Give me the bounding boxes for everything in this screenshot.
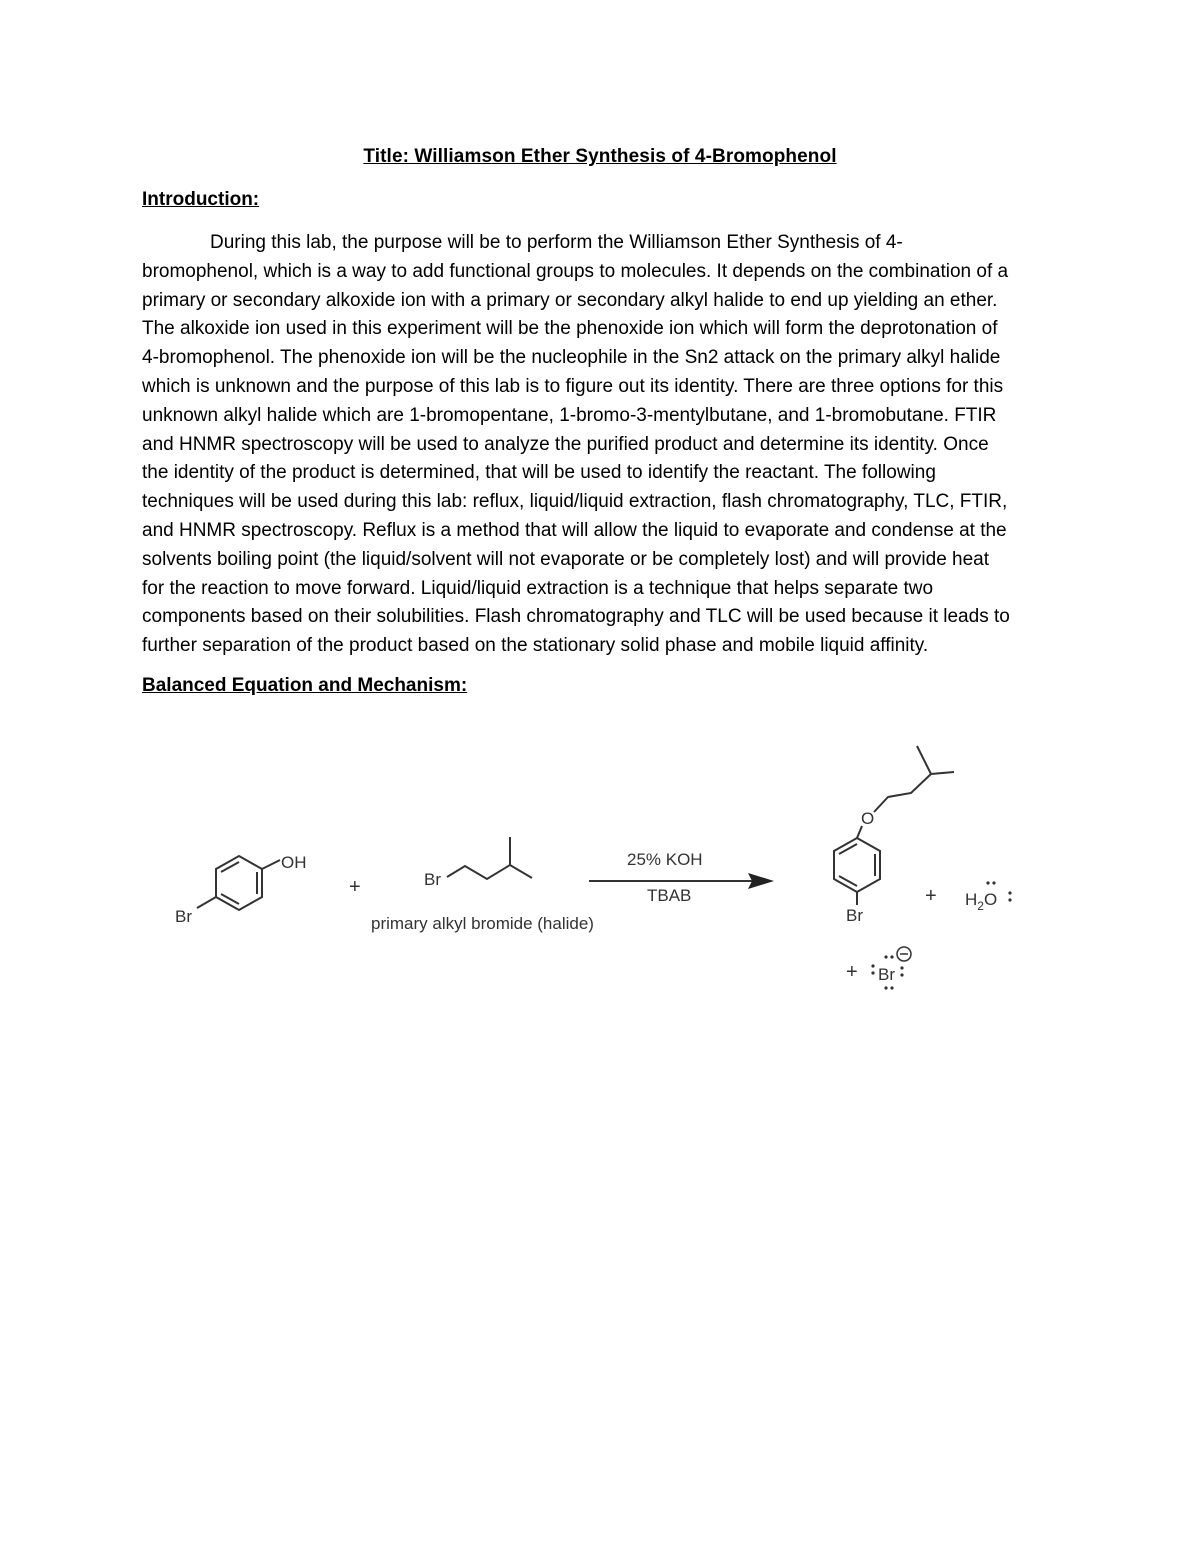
bromide-ion — [871, 947, 911, 990]
product-ether-structure — [834, 746, 954, 905]
water-h: H — [965, 890, 978, 909]
intro-line: further separation of the product based on the stationary solid phase and mobile liquid affinity. — [142, 635, 929, 657]
intro-line: which is unknown and the purpose of this lab is to figure out its identity. There are three options for this — [142, 375, 1004, 397]
alkyl-caption: primary alkyl bromide (halide) — [371, 914, 594, 933]
intro-line: During this lab, the purpose will be to perform the Williamson Ether Synthesis of 4- — [210, 232, 903, 253]
intro-line: solvents boiling point (the liquid/solvent will not evaporate or be completely lost) and will provide heat — [142, 548, 990, 570]
intro-line: bromophenol, which is a way to add functional groups to molecules. It depends on the combination of a — [142, 260, 1009, 282]
intro-line: unknown alkyl halide which are 1-bromopentane, 1-bromo-3-mentylbutane, and 1-bromobutane. FTIR — [142, 404, 997, 426]
reagent-tbab: TBAB — [647, 886, 692, 905]
plus-sign: + — [349, 876, 361, 898]
product-benzene-ring — [834, 838, 880, 892]
introduction-paragraph — [142, 229, 1060, 661]
water-subscript: 2 — [977, 899, 984, 913]
br-label-product: Br — [846, 906, 863, 925]
reagent-koh: 25% KOH — [627, 850, 703, 869]
o-label: O — [861, 809, 875, 828]
water-o: O — [983, 890, 998, 909]
benzene-ring — [216, 856, 262, 910]
reaction-scheme — [0, 720, 1200, 1020]
intro-line: 4-bromophenol. The phenoxide ion will be the nucleophile in the Sn2 attack on the primary alkyl halide — [142, 347, 1001, 369]
intro-line: the identity of the product is determined, that will be used to identify the reactant. The following — [142, 462, 936, 484]
intro-line: for the reaction to move forward. Liquid/liquid extraction is a technique that helps separate two — [142, 577, 934, 599]
document-title: Title: Williamson Ether Synthesis of 4-Bromophenol — [363, 146, 837, 167]
plus-sign: + — [846, 961, 858, 983]
intro-line: and HNMR spectroscopy. Reflux is a method that will allow the liquid to evaporate and condense at the — [142, 519, 1007, 541]
intro-line: components based on their solubilities. Flash chromatography and TLC will be used because it leads to — [142, 606, 1010, 628]
introduction-heading: Introduction: — [142, 189, 260, 210]
bromide-label: Br — [878, 965, 895, 984]
intro-line: primary or secondary alkoxide ion with a primary or secondary alkyl halide to end up yielding an ether. — [142, 289, 998, 311]
intro-line: The alkoxide ion used in this experiment will be the phenoxide ion which will form the deprotonation of — [142, 318, 998, 340]
plus-sign: + — [925, 885, 937, 907]
intro-line: and HNMR spectroscopy will be used to analyze the purified product and determine its identity. Once — [142, 433, 989, 455]
oh-label: OH — [281, 853, 307, 872]
equation-heading: Balanced Equation and Mechanism: — [142, 675, 468, 696]
intro-line: techniques will be used during this lab: reflux, liquid/liquid extraction, flash chromatography, TLC, FTIR, — [142, 491, 1008, 513]
br-label-alkyl: Br — [424, 870, 441, 889]
br-label-phenol: Br — [175, 907, 192, 926]
bromophenol-structure — [197, 856, 280, 910]
alkyl-bromide-structure — [447, 837, 532, 879]
water-molecule — [965, 881, 1012, 913]
svg-text:H2O — [965, 890, 997, 913]
